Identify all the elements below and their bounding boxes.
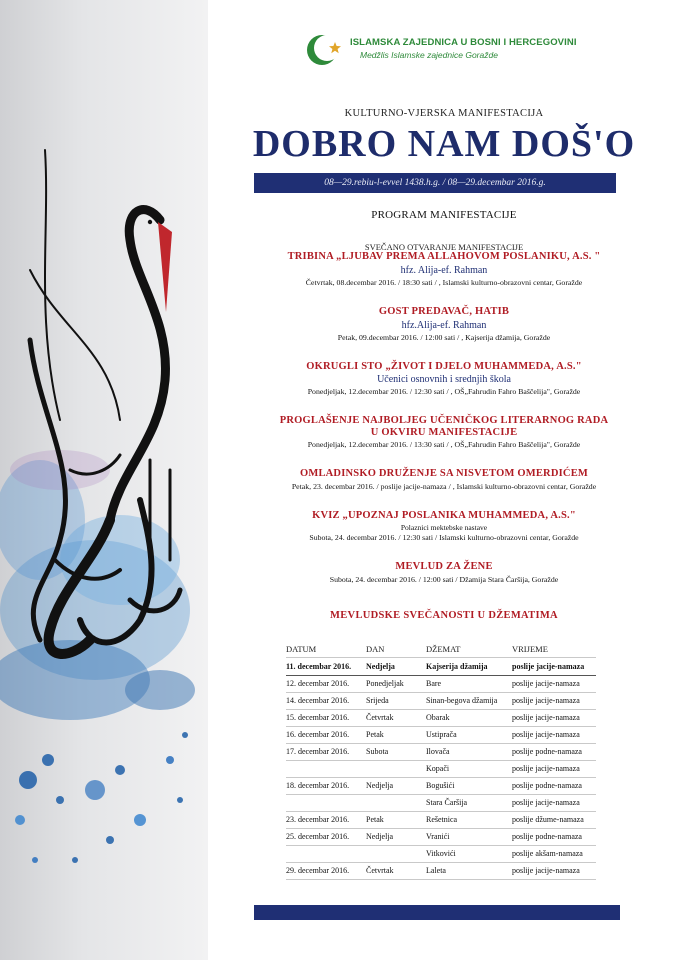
event-guest: hfz. Alija-ef. Rahman — [400, 265, 488, 276]
event-title: OMLADINSKO DRUŽENJE SA NISVETOM OMERDIĆEM — [299, 468, 589, 479]
cell-time: poslije jacije-namaza — [512, 696, 580, 705]
organization-name: ISLAMSKA ZAJEDNICA U BOSNI I HERCEGOVINI — [350, 37, 577, 48]
event-title: GOST PREDAVAČ, HATIB — [378, 306, 510, 317]
column-header-time: VRIJEME — [512, 644, 548, 654]
event-detail: Subota, 24. decembar 2016. / 12:30 sati / Islamski kulturno-obrazovni centar, Goražde — [309, 533, 579, 542]
event-title: KVIZ „UPOZNAJ POSLANIKA MUHAMMEDA, A.S." — [312, 510, 576, 521]
event-title-continued: U OKVIRU MANIFESTACIJE — [370, 427, 518, 438]
cell-day: Četvrtak — [366, 713, 394, 722]
cell-date: 18. decembar 2016. — [286, 781, 350, 790]
cell-day: Nedjelja — [366, 781, 394, 790]
organization-logo — [304, 28, 604, 72]
event-detail: Ponedjeljak, 12.decembar 2016. / 13:30 sati / , OŠ„Fahrudin Fahro Baščelija", Goražde — [307, 440, 581, 449]
event-title: PROGLAŠENJE NAJBOLJEG UČENIČKOG LITERARNOG RADA — [279, 415, 609, 426]
cell-time: poslije džume-namaza — [512, 815, 584, 824]
column-header-date: DATUM — [286, 644, 317, 654]
cell-date: 23. decembar 2016. — [286, 815, 350, 824]
event-title: MEVLUD ZA ŽENE — [395, 561, 493, 572]
row-divider — [286, 726, 596, 727]
cell-dzemat: Laleta — [426, 866, 446, 875]
row-divider — [286, 743, 596, 744]
footer-band — [254, 905, 620, 920]
cell-time: poslije jacije-namaza — [512, 730, 580, 739]
cell-dzemat: Stara Čaršija — [426, 798, 468, 807]
event-kicker: KULTURNO-VJERSKA MANIFESTACIJA — [344, 108, 544, 119]
cell-dzemat: Rešetnica — [426, 815, 458, 824]
cell-dzemat: Sinan-begova džamija — [426, 696, 498, 705]
poster-content — [208, 0, 680, 960]
cell-dzemat: Obarak — [426, 713, 450, 722]
event-detail: Subota, 24. decembar 2016. / 12:00 sati / Džamija Stara Čaršija, Goražde — [329, 575, 559, 584]
cell-time: poslije podne-namaza — [512, 832, 582, 841]
cell-dzemat: Ilovača — [426, 747, 450, 756]
cell-date: 16. decembar 2016. — [286, 730, 350, 739]
event-title: TRIBINA „LJUBAV PREMA ALLAHOVOM POSLANIKU, A.S. " — [287, 251, 601, 262]
cell-day: Nedjelja — [366, 832, 394, 841]
cell-day: Četvrtak — [366, 866, 394, 875]
cell-time: poslije jacije-namaza — [512, 713, 580, 722]
cell-dzemat: Bare — [426, 679, 442, 688]
cell-day: Srijeda — [366, 696, 389, 705]
cell-time: poslije jacije-namaza — [512, 798, 580, 807]
cell-day: Ponedjeljak — [366, 679, 404, 688]
cell-dzemat: Vitkovići — [426, 849, 456, 858]
row-divider — [286, 760, 596, 761]
event-guest: hfz.Alija-ef. Rahman — [401, 320, 487, 331]
cell-time: poslije jacije-namaza — [512, 866, 580, 875]
row-divider — [286, 794, 596, 795]
cell-date: 17. decembar 2016. — [286, 747, 350, 756]
cell-date: 15. decembar 2016. — [286, 713, 350, 722]
cell-time: poslije podne-namaza — [512, 781, 582, 790]
cell-time: poslije jacije-namaza — [512, 662, 585, 671]
cell-dzemat: Bogušići — [426, 781, 455, 790]
column-header-dzemat: DŽEMAT — [426, 644, 461, 654]
cell-day: Petak — [366, 730, 384, 739]
cell-time: poslije jacije-namaza — [512, 679, 580, 688]
row-divider — [286, 828, 596, 829]
event-detail: Ponedjeljak, 12.decembar 2016. / 12:30 sati / , OŠ„Fahrudin Fahro Baščelija", Goražde — [307, 387, 581, 396]
opening-label: SVEČANO OTVARANJE MANIFESTACIJE — [364, 242, 524, 252]
row-divider — [286, 709, 596, 710]
cell-date: 29. decembar 2016. — [286, 866, 350, 875]
cell-time: poslije jacije-namaza — [512, 764, 580, 773]
cell-day: Petak — [366, 815, 384, 824]
program-heading: PROGRAM MANIFESTACIJE — [371, 209, 517, 221]
row-divider — [286, 675, 596, 676]
event-detail: Petak, 23. decembar 2016. / poslije jacije-namaza / , Islamski kulturno-obrazovni centar, Goražde — [291, 482, 597, 491]
cell-day: Subota — [366, 747, 389, 756]
cell-dzemat: Ustiprača — [426, 730, 457, 739]
cell-date: 14. decembar 2016. — [286, 696, 350, 705]
cell-date: 25. decembar 2016. — [286, 832, 350, 841]
organization-subtitle: Medžlis Islamske zajednice Goražde — [360, 50, 498, 60]
cell-time: poslije akšam-namaza — [512, 849, 583, 858]
event-detail: Petak, 09.decembar 2016. / 12:00 sati / , Kajserija džamija, Goražde — [337, 333, 551, 342]
cell-date: 11. decembar 2016. — [286, 662, 352, 671]
cell-dzemat: Vranići — [426, 832, 450, 841]
row-divider — [286, 777, 596, 778]
row-divider — [286, 879, 596, 880]
cell-dzemat: Kajserija džamija — [426, 662, 488, 671]
mevlud-heading: MEVLUDSKE SVEČANOSTI U DŽEMATIMA — [330, 610, 558, 621]
column-header-day: DAN — [366, 644, 385, 654]
calligraphy-artwork — [0, 0, 208, 960]
page-title: DOBRO NAM DOŠ'O — [252, 123, 636, 165]
cell-day: Nedjelja — [366, 662, 395, 671]
event-guest: Učenici osnovnih i srednjih škola — [377, 374, 511, 385]
row-divider — [286, 811, 596, 812]
event-title: OKRUGLI STO „ŽIVOT I DJELO MUHAMMEDA, A.S." — [306, 361, 582, 372]
event-detail: Četvrtak, 08.decembar 2016. / 18:30 sati / , Islamski kulturno-obrazovni centar, Goražde — [305, 278, 583, 287]
row-divider — [286, 692, 596, 693]
crescent-star-icon — [304, 30, 344, 70]
row-divider — [286, 845, 596, 846]
cell-dzemat: Kopači — [426, 764, 450, 773]
row-divider — [286, 862, 596, 863]
date-banner: 08—29.rebiu-l-evvel 1438.h.g. / 08—29.decembar 2016.g. — [254, 173, 616, 193]
cell-time: poslije podne-namaza — [512, 747, 582, 756]
cell-date: 12. decembar 2016. — [286, 679, 350, 688]
event-guest: Polaznici mektebske nastave — [400, 523, 488, 532]
